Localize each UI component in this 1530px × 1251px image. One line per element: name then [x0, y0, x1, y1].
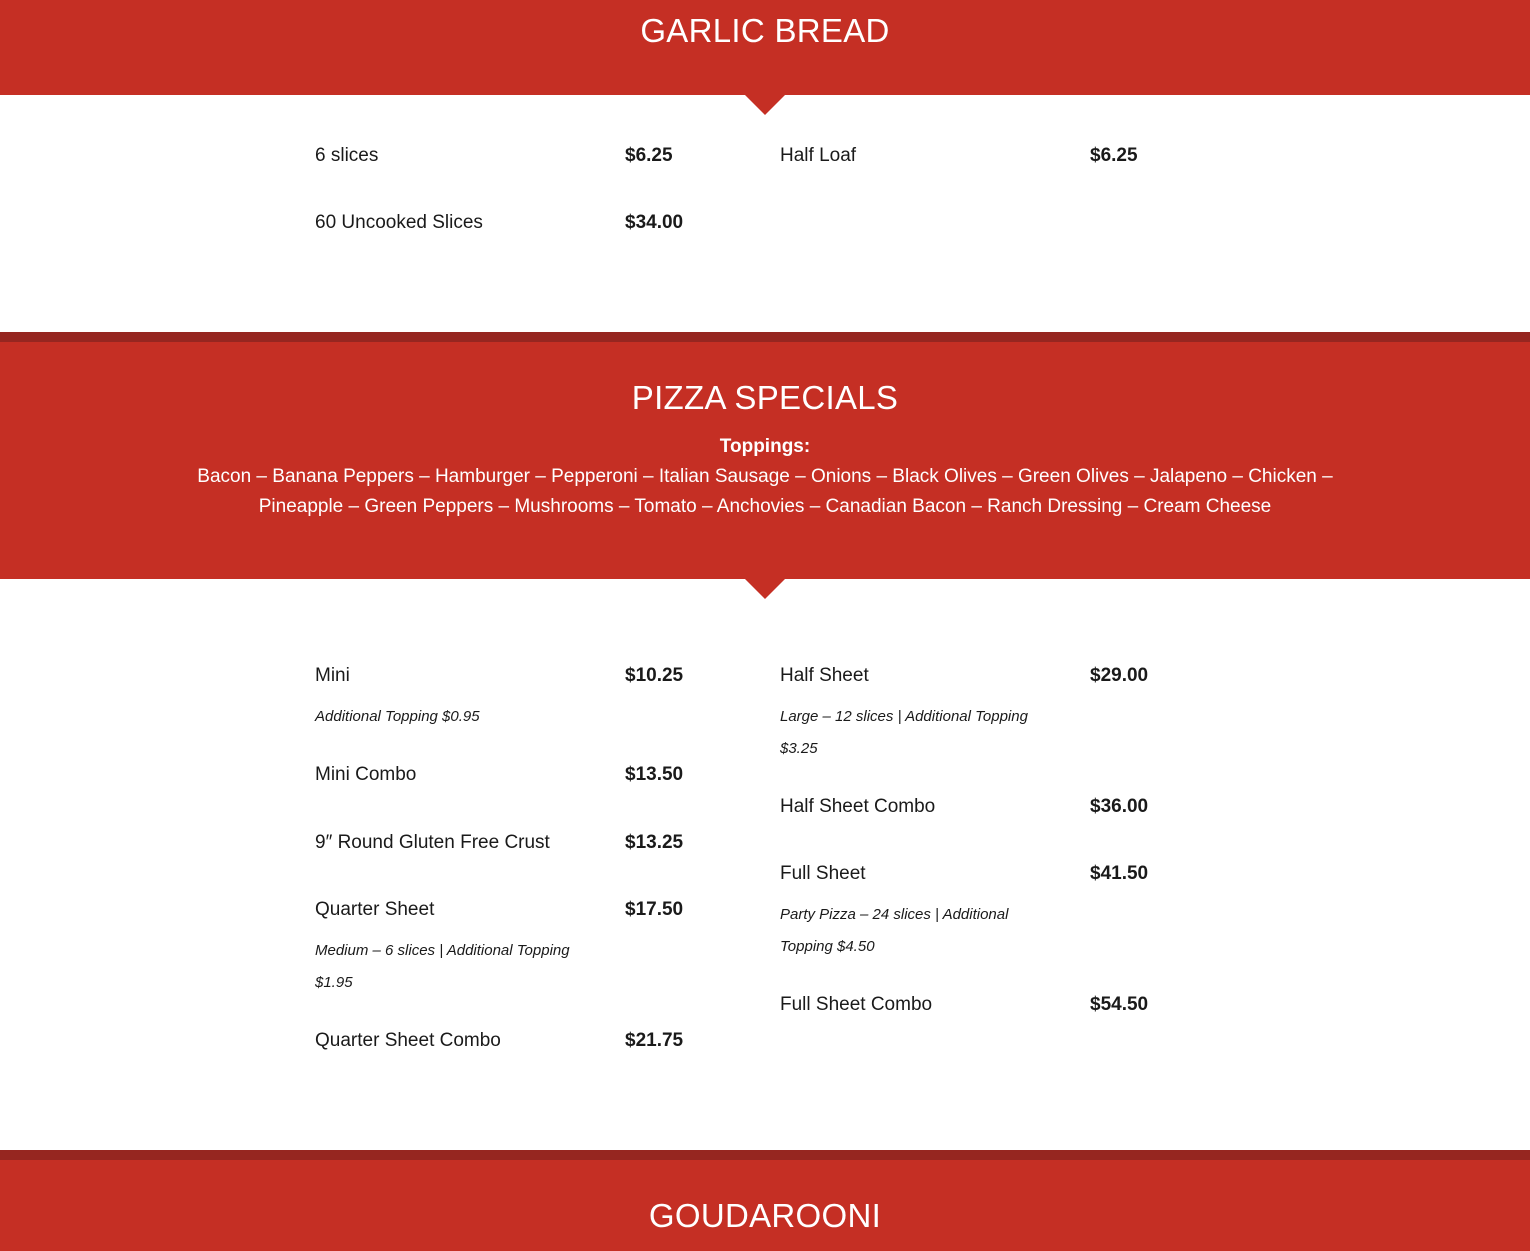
item-price: $21.75: [625, 1030, 684, 1051]
item-price: $34.00: [625, 212, 684, 233]
item-description: Medium – 6 slices | Additional Topping $1.95: [315, 942, 570, 991]
item-description: Party Pizza – 24 slices | Additional Topping $4.50: [780, 906, 1009, 955]
item-name: 6 slices: [315, 145, 379, 166]
item-price: $54.50: [1090, 994, 1149, 1015]
item-price: $41.50: [1090, 863, 1149, 884]
item-description: Large – 12 slices | Additional Topping $3.25: [780, 708, 1028, 757]
item-price: $10.25: [625, 665, 684, 686]
item-name: Half Loaf: [780, 145, 857, 166]
item-name: Half Sheet Combo: [780, 796, 936, 817]
item-price: $29.00: [1090, 665, 1149, 686]
item-price: $6.25: [625, 145, 673, 166]
goudarooni-header: [0, 1160, 1530, 1251]
item-name: Half Sheet: [780, 665, 869, 686]
toppings-list: Bacon – Banana Peppers – Hamburger – Pepperoni – Italian Sausage – Onions – Black Olives – Green Olives – Jalapeno – Chicken – Pineapple – Green Peppers – Mushrooms – Tomato – Anchovies – Canadian Bacon – Ranch Dressing – Cream Cheese: [197, 466, 1333, 517]
toppings-label: Toppings:: [719, 436, 811, 457]
item-name: Quarter Sheet Combo: [315, 1030, 501, 1051]
garlic-bread-header: [0, 0, 1530, 95]
item-name: 60 Uncooked Slices: [315, 212, 483, 233]
item-name: 9″ Round Gluten Free Crust: [315, 832, 550, 853]
item-name: Full Sheet Combo: [780, 994, 933, 1015]
item-price: $13.50: [625, 764, 684, 785]
item-description: Additional Topping $0.95: [315, 708, 480, 725]
item-price: $6.25: [1090, 145, 1138, 166]
header-pointer: [745, 579, 785, 599]
item-price: $17.50: [625, 899, 684, 920]
pizza-specials-header: [0, 342, 1530, 579]
header-pointer: [745, 95, 785, 115]
section-divider: [0, 1150, 1530, 1160]
section-title: GARLIC BREAD: [640, 12, 890, 49]
item-name: Full Sheet: [780, 863, 866, 884]
item-price: $13.25: [625, 832, 684, 853]
item-name: Quarter Sheet: [315, 899, 435, 920]
item-name: Mini: [315, 665, 350, 686]
item-price: $36.00: [1090, 796, 1149, 817]
section-title: PIZZA SPECIALS: [631, 379, 899, 416]
item-name: Mini Combo: [315, 764, 417, 785]
section-title: GOUDAROONI: [648, 1197, 882, 1234]
section-divider: [0, 332, 1530, 342]
